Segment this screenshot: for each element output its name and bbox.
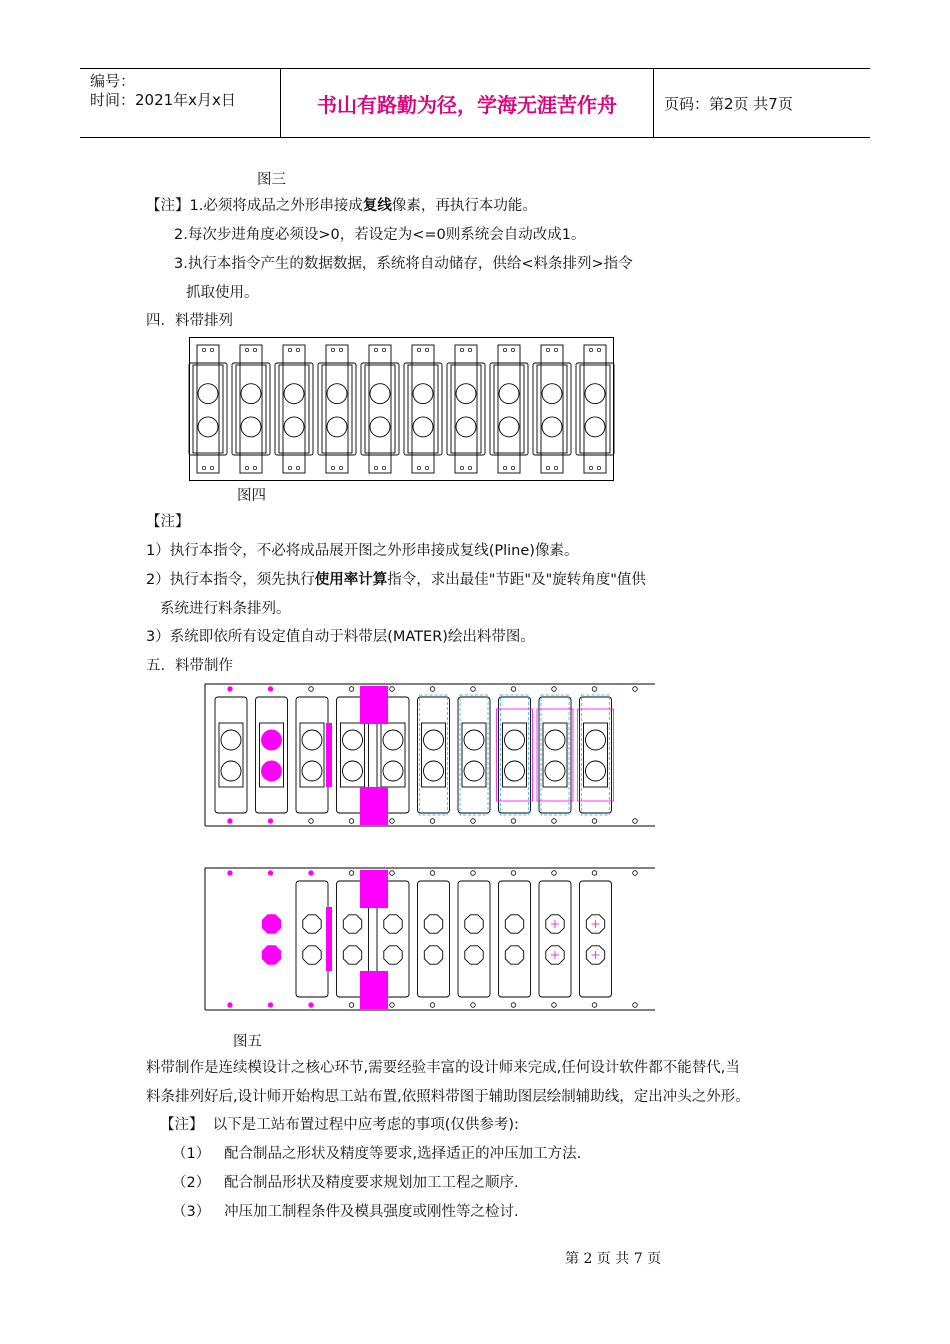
station-hole [465, 915, 483, 933]
station-hole [343, 730, 363, 750]
guide-line [541, 695, 569, 815]
pilot-hole [374, 348, 377, 351]
pilot-hole [511, 348, 514, 351]
pilot-hole [309, 1003, 314, 1008]
station-hole [383, 761, 403, 781]
part-tab [197, 345, 219, 473]
pilot-hole [288, 348, 291, 351]
part-body [193, 365, 223, 453]
pilot-hole [202, 348, 205, 351]
page-footer: 第 2 页 共 7 页 [565, 1251, 662, 1267]
pilot-hole [546, 466, 549, 469]
note2-prefix: 【注】 [146, 514, 190, 530]
pilot-hole [554, 348, 557, 351]
station-body [543, 723, 567, 787]
page-info: 页码：第2页 共7页 [664, 94, 793, 113]
station-hole [424, 915, 442, 933]
fig5-strip-top [205, 683, 657, 828]
station-outline [418, 881, 450, 997]
pilot-hole [349, 687, 354, 692]
part-hole [241, 417, 261, 437]
part-hole [284, 384, 304, 404]
pilot-hole [425, 348, 428, 351]
station-body [219, 723, 243, 787]
pilot-hole [430, 687, 435, 692]
station-body [341, 723, 365, 787]
station-hole [505, 915, 523, 933]
part-tab [283, 345, 305, 473]
note1-bold: 复线 [362, 198, 392, 214]
station-hole [586, 761, 606, 781]
pilot-hole [349, 871, 354, 876]
station-hole [464, 730, 484, 750]
guide-line [460, 695, 488, 815]
strip-border [190, 338, 614, 481]
part-hole [327, 384, 347, 404]
pilot-hole [309, 687, 314, 692]
notch-punch-bottom [360, 787, 388, 825]
pilot-hole [210, 466, 213, 469]
notch-punch-bottom [360, 971, 388, 1009]
part-hole [499, 384, 519, 404]
slot-punch [326, 907, 332, 971]
pilot-hole [460, 466, 463, 469]
pilot-hole [511, 819, 516, 824]
station-hole [424, 730, 444, 750]
note2-bold: 使用率计算 [314, 572, 388, 588]
pilot-hole [331, 466, 334, 469]
pilot-hole [589, 466, 592, 469]
number-label: 编号： [90, 72, 136, 90]
pilot-hole [268, 687, 273, 692]
pilot-hole [339, 348, 342, 351]
note1-prefix: 【注】 [146, 198, 190, 214]
note2-item1: 1）执行本指令，不必将成品展开图之外形串接成复线(Pline)像素。 [146, 543, 579, 559]
part-tab [584, 345, 606, 473]
part-frame [275, 363, 313, 455]
pilot-hole [592, 871, 597, 876]
pilot-hole [253, 466, 256, 469]
part-hole [413, 384, 433, 404]
part-body [451, 365, 481, 453]
part-tab [326, 345, 348, 473]
pilot-hole [331, 348, 334, 351]
pilot-hole [592, 1003, 597, 1008]
part-body [494, 365, 524, 453]
pilot-hole [268, 819, 273, 824]
guide-line [420, 695, 448, 815]
para-line1: 料带制作是连续模设计之核心环节,需要经验丰富的设计师来完成,任何设计软件都不能替代,当 [146, 1060, 740, 1076]
pilot-hole [339, 466, 342, 469]
station-hole [424, 761, 444, 781]
header-table [80, 68, 870, 138]
part-tab [498, 345, 520, 473]
pilot-hole [349, 1003, 354, 1008]
station-hole [464, 761, 484, 781]
station-hole [384, 915, 402, 933]
fig5-caption: 图五 [233, 1034, 262, 1050]
station-hole [424, 946, 442, 964]
part-body [236, 365, 266, 453]
station-body [584, 723, 608, 787]
part-hole [284, 417, 304, 437]
part-hole [370, 384, 390, 404]
station-hole [383, 730, 403, 750]
part-hole [542, 384, 562, 404]
pilot-hole [430, 871, 435, 876]
part-frame [318, 363, 356, 455]
note1-line1: 【注】1.必须将成品之外形串接成复线像素，再执行本功能。 [146, 198, 537, 214]
station-outline [215, 697, 247, 813]
pilot-hole [460, 348, 463, 351]
part-hole [456, 417, 476, 437]
pilot-hole [468, 466, 471, 469]
pilot-hole [349, 819, 354, 824]
section4-title: 四．料带排列 [146, 313, 233, 329]
note2-item2-cont: 系统进行料条排列。 [160, 601, 291, 617]
part-body [279, 365, 309, 453]
station-body [422, 723, 446, 787]
guide-line [501, 695, 529, 815]
station-hole [343, 761, 363, 781]
part-hole [370, 417, 390, 437]
pilot-hole [633, 1003, 638, 1008]
station-hole [262, 761, 282, 781]
pilot-hole [552, 1003, 557, 1008]
note1-line4: 抓取使用。 [186, 285, 259, 301]
guide-line [582, 695, 610, 815]
pilot-hole [374, 466, 377, 469]
fig4-strip-layout [189, 337, 614, 481]
pilot-hole [382, 466, 385, 469]
pilot-hole [471, 871, 476, 876]
fig5-strip-bottom [205, 867, 657, 1012]
part-hole [198, 417, 218, 437]
pilot-hole [471, 819, 476, 824]
note2-item2: 2）执行本指令，须先执行使用率计算指令，求出最佳"节距"及"旋转角度"值供 [146, 572, 646, 588]
pilot-hole [471, 1003, 476, 1008]
note2-item3: 3）系统即依所有设定值自动于料带层(MATER)绘出料带图。 [146, 629, 535, 645]
part-hole [542, 417, 562, 437]
pilot-hole [511, 466, 514, 469]
pilot-hole [390, 819, 395, 824]
part-body [322, 365, 352, 453]
part-hole [241, 384, 261, 404]
pilot-hole [633, 819, 638, 824]
station-hole [384, 946, 402, 964]
pilot-hole [592, 819, 597, 824]
pierced-hole [262, 946, 280, 964]
pilot-hole [417, 348, 420, 351]
station-outline [539, 697, 571, 813]
station-body [462, 723, 486, 787]
notch-punch-top [360, 686, 388, 724]
part-hole [585, 417, 605, 437]
pilot-hole [592, 687, 597, 692]
part-frame [189, 363, 227, 455]
header-left-cell [80, 69, 281, 137]
pilot-hole [228, 819, 233, 824]
pilot-hole [511, 871, 516, 876]
pilot-hole [597, 348, 600, 351]
note3-item-3: （3） 冲压加工制程条件及模具强度或刚性等之检讨. [172, 1204, 519, 1220]
part-hole [198, 384, 218, 404]
notch-punch-top [360, 870, 388, 908]
pilot-hole [552, 819, 557, 824]
pierced-hole [262, 915, 280, 933]
station-hole [545, 761, 565, 781]
motto: 书山有路勤为径，学海无涯苦作舟 [281, 69, 654, 137]
para-line2: 料条排列好后,设计师开始构思工站布置,依照料带图于辅助图层绘制辅助线，定出冲头之外形。 [146, 1089, 750, 1105]
part-tab [240, 345, 262, 473]
station-outline [256, 697, 288, 813]
pilot-hole [552, 871, 557, 876]
station-outline [418, 697, 450, 813]
part-tab [412, 345, 434, 473]
station-outline [296, 881, 328, 997]
part-tab [455, 345, 477, 473]
station-outline [499, 697, 531, 813]
pilot-hole [430, 819, 435, 824]
part-frame [490, 363, 528, 455]
part-tab [541, 345, 563, 473]
pilot-hole [430, 1003, 435, 1008]
station-hole [343, 915, 361, 933]
pilot-hole [471, 687, 476, 692]
section5-title: 五．料带制作 [146, 658, 233, 674]
part-frame [404, 363, 442, 455]
part-body [537, 365, 567, 453]
station-body [300, 723, 324, 787]
pilot-hole [511, 687, 516, 692]
pilot-hole [382, 348, 385, 351]
part-frame [232, 363, 270, 455]
note3-item-1: （1） 配合制品之形状及精度等要求,选择适正的冲压加工方法. [172, 1146, 582, 1162]
fig3-caption: 图三 [257, 172, 286, 188]
part-tab [369, 345, 391, 473]
time-label: 时间：2021年x月x日 [90, 91, 236, 109]
pilot-hole [253, 348, 256, 351]
pilot-hole [296, 348, 299, 351]
part-hole [327, 417, 347, 437]
station-hole [505, 946, 523, 964]
note3-item-2: （2） 配合制品形状及精度要求规划加工工程之顺序. [172, 1175, 519, 1191]
slot-punch [326, 723, 332, 787]
station-hole [303, 915, 321, 933]
station-outline [296, 697, 328, 813]
part-body [365, 365, 395, 453]
pilot-hole [417, 466, 420, 469]
station-hole [586, 730, 606, 750]
part-frame [361, 363, 399, 455]
station-outline [580, 697, 612, 813]
pilot-hole [309, 871, 314, 876]
part-hole [456, 384, 476, 404]
station-hole [302, 730, 322, 750]
pilot-hole [296, 466, 299, 469]
pilot-hole [228, 687, 233, 692]
part-hole [413, 417, 433, 437]
pilot-hole [503, 466, 506, 469]
pilot-hole [589, 348, 592, 351]
pilot-hole [554, 466, 557, 469]
part-hole [499, 417, 519, 437]
part-frame [576, 363, 614, 455]
pilot-hole [546, 348, 549, 351]
pilot-hole [633, 687, 638, 692]
station-outline [499, 881, 531, 997]
station-outline [539, 881, 571, 997]
pilot-hole [268, 871, 273, 876]
station-hole [302, 761, 322, 781]
pilot-hole [210, 348, 213, 351]
station-hole [465, 946, 483, 964]
pilot-hole [390, 687, 395, 692]
station-body [381, 723, 405, 787]
pilot-hole [228, 1003, 233, 1008]
pilot-hole [268, 1003, 273, 1008]
station-outline [458, 881, 490, 997]
pilot-hole [425, 466, 428, 469]
pilot-hole [633, 871, 638, 876]
note1-line2: 2.每次步进角度必须设>0，若设定为<=0则系统会自动改成1。 [174, 227, 586, 243]
pilot-hole [511, 1003, 516, 1008]
pilot-hole [390, 871, 395, 876]
pilot-hole [245, 466, 248, 469]
station-hole [505, 761, 525, 781]
station-outline [458, 697, 490, 813]
station-hole [262, 730, 282, 750]
pilot-hole [468, 348, 471, 351]
pilot-hole [228, 871, 233, 876]
station-hole [221, 730, 241, 750]
part-frame [447, 363, 485, 455]
station-hole [505, 730, 525, 750]
part-hole [585, 384, 605, 404]
station-body [503, 723, 527, 787]
pilot-hole [390, 1003, 395, 1008]
station-hole [303, 946, 321, 964]
station-hole [343, 946, 361, 964]
pilot-hole [503, 348, 506, 351]
note3-intro: 【注】 以下是工站布置过程中应考虑的事项(仅供参考): [160, 1117, 519, 1133]
pilot-hole [288, 466, 291, 469]
part-body [408, 365, 438, 453]
fig4-caption: 图四 [237, 488, 266, 504]
part-body [580, 365, 610, 453]
pilot-hole [597, 466, 600, 469]
pilot-hole [245, 348, 248, 351]
station-hole [221, 761, 241, 781]
pilot-hole [552, 687, 557, 692]
pilot-hole [309, 819, 314, 824]
pilot-hole [202, 466, 205, 469]
part-frame [533, 363, 571, 455]
station-hole [545, 730, 565, 750]
station-outline [580, 881, 612, 997]
note1-line3: 3.执行本指令产生的数据数据，系统将自动储存，供给<料条排列>指令 [174, 256, 633, 272]
